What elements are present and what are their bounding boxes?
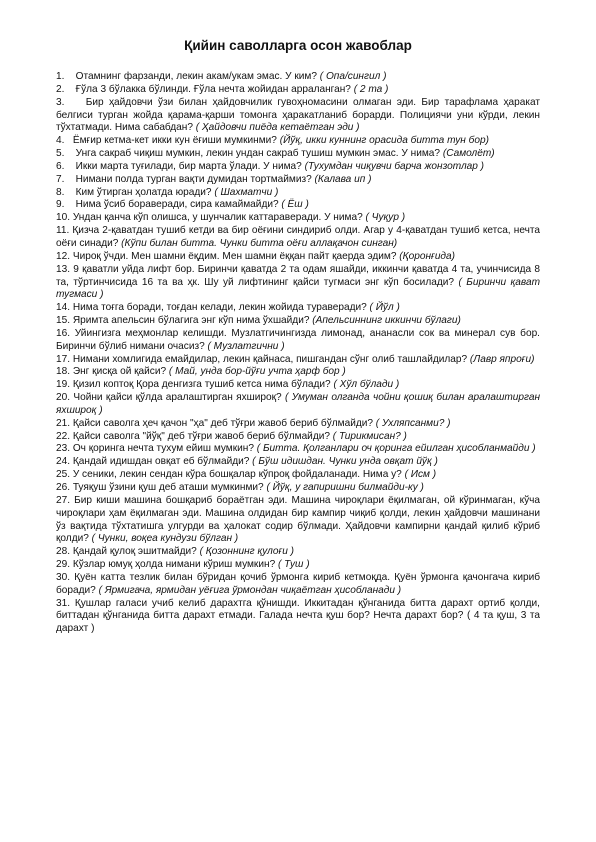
question-text: 25. У сеники, лекин сендан кўра бошқалар кўпроқ фойдаланади. Нима у?	[56, 469, 405, 481]
question-text: 21. Қайси саволга ҳеч қачон "ҳа" деб тўғри жавоб бериб бўлмайди?	[56, 417, 376, 429]
answer-text: ( Опа/сингил )	[319, 71, 387, 82]
question-item	[56, 315, 540, 328]
question-item	[56, 456, 540, 469]
answer-text: ( 2 та )	[353, 83, 389, 95]
question-text: 1. Отамнинг фарзанди, лекин акам/укам эмас. У ким?	[56, 71, 320, 82]
answer-text: ( Чуқур )	[365, 212, 406, 224]
question-item	[56, 418, 540, 431]
answer-text: ( Йўқ, у гапиришни билмайди-ку )	[266, 482, 424, 493]
answer-text: (Йўқ, икки куннинг орасида битта тун бор)	[279, 135, 489, 147]
question-text: 23. Оч қоринга нечта тухум ейиш мумкин?	[56, 443, 257, 455]
question-item	[56, 443, 540, 456]
page-title: Қийин саволларга осон жавоблар	[184, 38, 412, 53]
question-item	[56, 148, 540, 161]
question-item	[56, 469, 540, 482]
question-text: 5. Унга сакраб чиқиш мумкин, лекин ундан сакраб тушиш мумкин эмас. У нима?	[56, 148, 443, 160]
answer-text: (Апельсиннинг иккинчи бўлаги)	[312, 315, 461, 327]
question-text: 26. Туяқуш ўзини қуш деб аташи мумкинми?	[56, 482, 267, 493]
question-text: 20. Чойни қайси қўлда аралаштирган яхшироқ?	[56, 392, 285, 404]
question-text: 27. Бир киши машина бошқариб бораётган эди. Машина чироқлари ёқилмаган, ой кўринмаган, кўча чироқлари ҳам ёқилмаган эди. Машина олдидан бир кампир чиқиб қолди, лекин ҳайдовчи машинани ўз вақтида тўхтатишга улгурди ва ҳалокат содир бўлмади. Ҳайдовчи кампирни қандай қилиб кўриб қолди?	[56, 494, 540, 545]
question-item	[56, 264, 540, 303]
answer-text: ( Ёш )	[281, 199, 309, 211]
question-text: 17. Нимани хомлигида емайдилар, лекин қайнаса, пишгандан сўнг олиб ташлайдилар?	[56, 353, 470, 365]
question-text: 12. Чироқ ўчди. Мен шамни ёқдим. Мен шамни ёққан пайт қаерда эдим?	[56, 250, 400, 262]
question-item	[56, 71, 540, 84]
answer-text: ( Бўш идишдан. Чунки унда овқат йўқ )	[252, 456, 438, 468]
question-text: 2. Ғўла 3 бўлакка бўлинди. Ғўла нечта жойидан арраланган?	[56, 83, 354, 95]
answer-text: ( Туш )	[277, 559, 310, 571]
answer-text: ( Биринчи қават тугмаси )	[56, 276, 540, 301]
question-item	[56, 212, 540, 225]
answer-text: ( Ярмигача, ярмидан уёғига ўрмондан чиқаётган ҳисобланади )	[98, 584, 402, 596]
question-text: 3. Бир ҳайдовчи ўзи билан ҳайдовчилик гувоҳномасини олмаган эди. Бир тарафлама ҳаракат белгиси турган жойда қарама-қарши томонга ҳаракатланиб борарди. Полициячи уни кўрди, лекин тўхтатмади. Нима сабабдан?	[56, 96, 540, 134]
answer-text: ( Йўл )	[369, 302, 400, 314]
answer-text: ( Чунки, воқеа кундузи бўлган )	[91, 533, 239, 545]
answer-text: ( Тирикмисан? )	[332, 430, 407, 442]
answer-text: ( Музлатгични )	[207, 340, 285, 352]
question-item	[56, 495, 540, 546]
question-text: 9. Нима ўсиб бораверади, сира камаймайди?	[56, 199, 282, 211]
question-text: 13. 9 қаватли уйда лифт бор. Биринчи қаватда 2 та одам яшайди, иккинчи қаватда 4 та, учинчисида 8 та, тўртинчисида 16 та ва ҳк. Шу уй лифтининг қайси тугмаси энг кўп босилади?	[56, 263, 540, 288]
question-list	[56, 71, 540, 636]
question-text: 30. Қуён катта тезлик билан бўридан қочиб ўрмонга кириб кетмоқда. Қуён ўрмонга қачонгача кириб боради?	[56, 571, 540, 596]
question-text: 28. Қандай қулоқ эшитмайди?	[56, 546, 200, 558]
answer-text: ( Умуман олганда чойни қошиқ билан аралаштирган яхшироқ )	[56, 392, 540, 416]
question-item	[56, 161, 540, 174]
question-text: 11. Қизча 2-қаватдан тушиб кетди ва бир оёғини синдириб олди. Агар у 4-қаватдан тушиб кетса, нечта оёғи синади?	[56, 225, 540, 249]
question-item	[56, 392, 540, 418]
question-item	[56, 187, 540, 200]
question-text: 4. Ёмғир кетма-кет икки кун ёғиши мумкинми?	[56, 135, 280, 147]
question-text: 14. Нима тоғга боради, тоғдан келади, лекин жойида тураверади?	[56, 302, 370, 314]
question-item	[56, 366, 540, 379]
question-item	[56, 379, 540, 392]
question-item	[56, 598, 540, 637]
question-text: 24. Қандай идишдан овқат еб бўлмайди?	[56, 456, 253, 468]
question-item	[56, 225, 540, 251]
answer-text: ( Ҳайдовчи пиёда кетаётган эди )	[195, 122, 360, 134]
answer-text: ( Қозоннинг қулоғи )	[199, 546, 295, 558]
question-item	[56, 174, 540, 187]
answer-text: ( Битта. Қолганлари оч қоринга ейилган ҳисобланмайди )	[256, 443, 536, 455]
question-item	[56, 482, 540, 495]
answer-text: ( Исм )	[404, 469, 437, 481]
answer-text: (Кўпи билан битта. Чунки битта оёғи аллақачон синган)	[121, 237, 398, 249]
answer-text: (Лавр япроғи)	[469, 353, 535, 365]
question-item	[56, 546, 540, 559]
question-text: 7. Нимани полда турган вақти думидан тортмаймиз?	[56, 173, 315, 185]
question-item	[56, 84, 540, 97]
answer-text: (Тухумдан чиқувчи барча жонзотлар )	[304, 160, 485, 172]
question-text: 31. Қушлар галаси учиб келиб дарахтга қўнишди. Иккитадан қўнганида битта дарахт ортиб қолди, биттадан қўнганида битта дарахт етмади. Галада нечта қуш бор? Нечта дарахт бор? ( 4 та қуш, 3 та дарахт )	[56, 597, 540, 635]
question-item	[56, 97, 540, 136]
question-text: 10. Ундан қанча кўп олишса, у шунчалик каттаравeрaди. У нима?	[56, 212, 366, 224]
question-text: 29. Кўзлар юмуқ ҳолда нимани кўриш мумкин?	[56, 559, 278, 571]
answer-text: (Қоронғида)	[399, 250, 455, 262]
question-item	[56, 251, 540, 264]
question-item	[56, 135, 540, 148]
answer-text: (Калава ип )	[314, 173, 372, 185]
answer-text: ( Ухляпсанми? )	[375, 417, 451, 429]
answer-text: ( Шахматчи )	[214, 186, 279, 198]
question-item	[56, 328, 540, 354]
question-text: 19. Қизил коптоқ Қора денгизга тушиб кетса нима бўлади?	[56, 379, 334, 391]
question-text: 22. Қайси саволга "йўқ" деб тўғри жавоб бериб бўлмайди?	[56, 430, 333, 442]
question-item	[56, 354, 540, 367]
answer-text: ( Хўл бўлади )	[333, 379, 400, 391]
question-item	[56, 572, 540, 598]
answer-text: (Самолёт)	[442, 148, 495, 160]
question-item	[56, 199, 540, 212]
question-item	[56, 431, 540, 444]
question-text: 6. Икки марта туғилади, бир марта ўлади. У нима?	[56, 160, 305, 172]
question-text: 16. Уйингизга меҳмонлар келишди. Музлатгичингизда лимонад, ананасли сок ва минерал сув бор. Биринчи бўлиб нимани очасиз?	[56, 327, 540, 352]
question-text: 8. Ким ўтирган ҳолатда юради?	[56, 186, 215, 198]
answer-text: ( Май, унда бор-йўғи учта ҳарф бор )	[168, 366, 346, 378]
question-item	[56, 559, 540, 572]
question-item	[56, 302, 540, 315]
question-text: 15. Яримта апельсин бўлагига энг кўп нима ўхшайди?	[56, 315, 313, 327]
question-text: 18. Энг қисқа ой қайси?	[56, 366, 169, 378]
